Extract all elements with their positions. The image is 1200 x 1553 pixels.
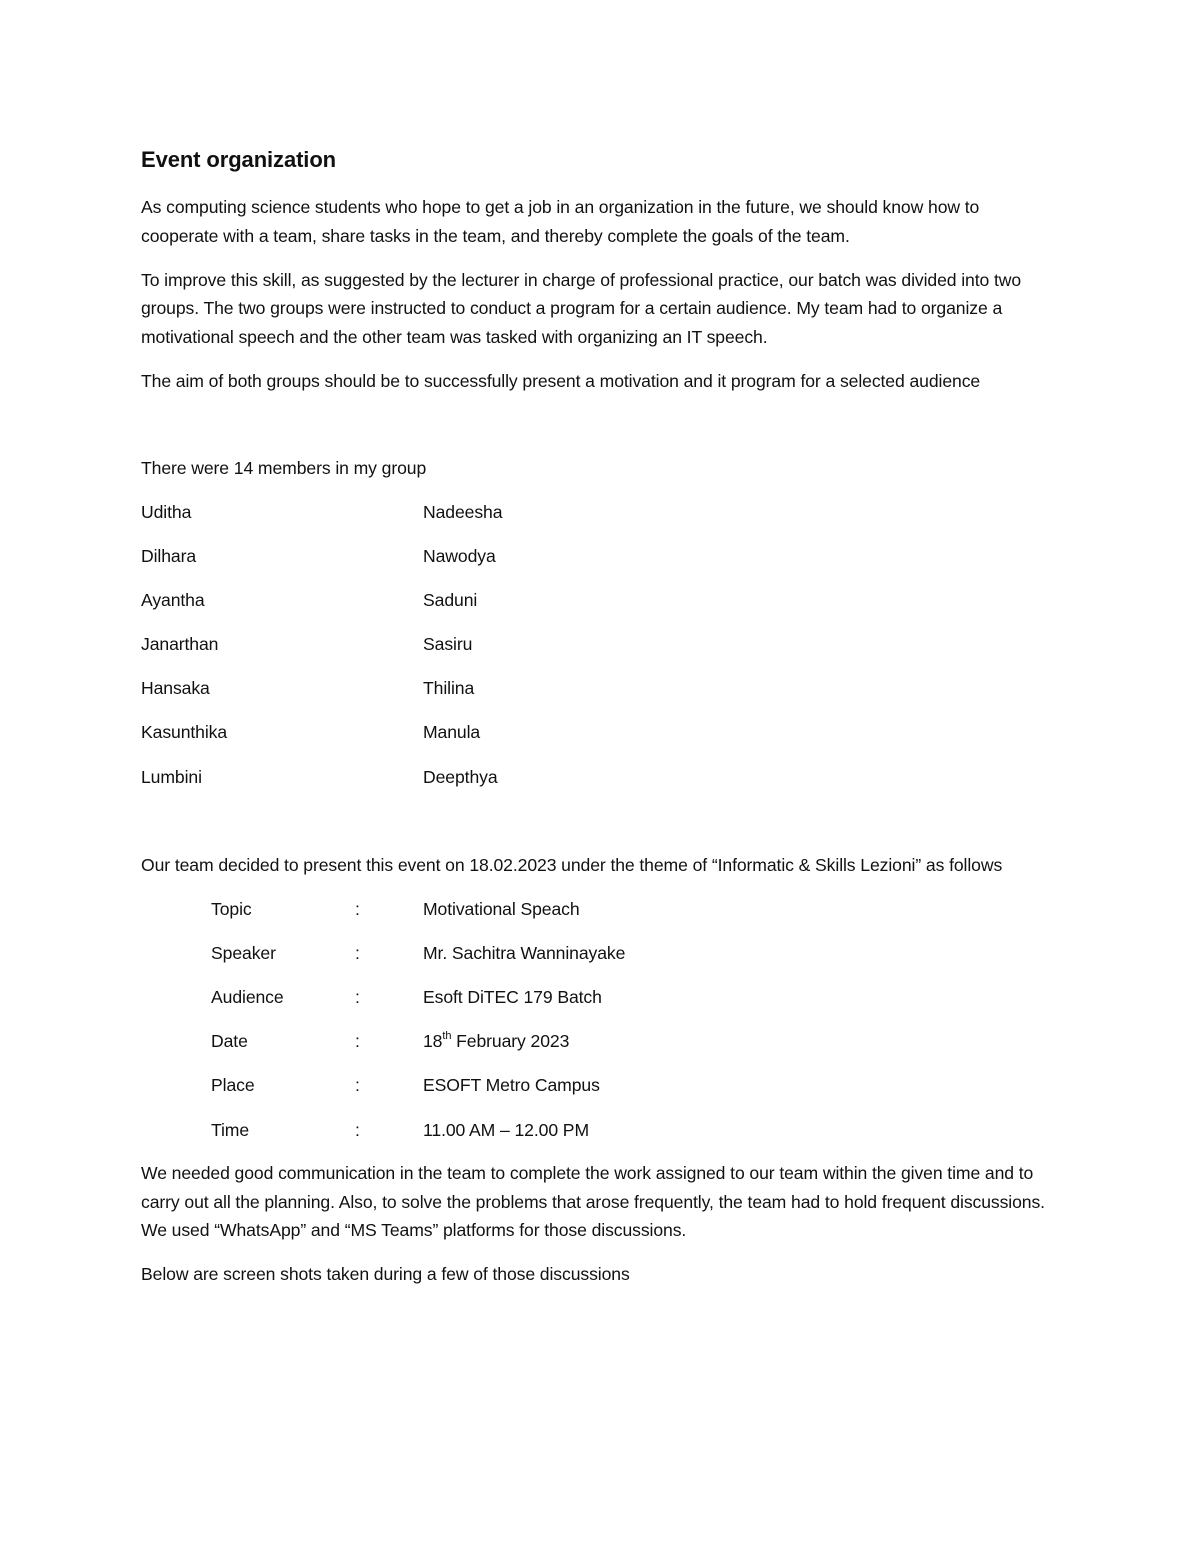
detail-row-date: [141, 1027, 1061, 1056]
member-name: Manula: [423, 722, 481, 743]
date-ordinal-suffix: th: [442, 1030, 452, 1043]
member-name: Lumbini: [141, 766, 202, 787]
member-name: Janarthan: [141, 634, 219, 655]
detail-colon: :: [355, 1075, 360, 1096]
detail-row-time: [141, 1116, 1061, 1145]
detail-colon: :: [355, 987, 360, 1008]
detail-label: Place: [211, 1075, 255, 1096]
members-list: [141, 498, 1061, 791]
intro-paragraph-1: As computing science students who hope to get a job in an organization in the future, we should know how to cooperate with a team, share tasks in the team, and thereby complete the goals of the team.: [141, 197, 980, 246]
member-name: Nadeesha: [423, 502, 503, 522]
member-name: Ayantha: [141, 590, 205, 611]
detail-label: Date: [211, 1031, 248, 1052]
detail-value: Esoft DiTEC 179 Batch: [423, 987, 602, 1008]
members-intro: There were 14 members in my group: [141, 457, 427, 478]
intro-paragraph-3: The aim of both groups should be to successfully present a motivation and it program for a selected audience: [141, 370, 981, 391]
detail-value: ESOFT Metro Campus: [423, 1075, 600, 1096]
member-name: Deepthya: [423, 766, 498, 787]
outro-paragraph-2: Below are screen shots taken during a few of those discussions: [141, 1264, 630, 1285]
member-name: Hansaka: [141, 678, 210, 699]
detail-row-speaker: [141, 939, 1061, 968]
detail-colon: :: [355, 899, 360, 920]
detail-colon: :: [355, 943, 360, 964]
document-title: Event organization: [141, 147, 336, 172]
event-intro-paragraph: Our team decided to present this event on 18.02.2023 under the theme of “Informatic & Skills Lezioni” as follows: [141, 855, 1003, 876]
detail-colon: :: [355, 1031, 360, 1052]
detail-row-audience: [141, 983, 1061, 1012]
detail-label: Topic: [211, 899, 252, 920]
detail-value-date: [423, 1027, 1061, 1056]
detail-value: 11.00 AM – 12.00 PM: [423, 1119, 589, 1140]
member-name: Kasunthika: [141, 722, 228, 743]
blank-line: [141, 791, 1061, 851]
member-name: Thilina: [423, 678, 475, 699]
member-name: Saduni: [423, 590, 478, 611]
detail-label: Audience: [211, 987, 284, 1008]
detail-row-topic: [141, 895, 1061, 924]
document-body: [141, 144, 1061, 1304]
blank-line: [141, 411, 1061, 454]
date-day: 18: [423, 1031, 443, 1052]
detail-row-place: [141, 1071, 1061, 1100]
outro-paragraph-1: We needed good communication in the team to complete the work assigned to our team within the given time and to carry out all the planning. Also, to solve the problems that arose frequently, the team had to hold frequent discussions. We used “WhatsApp” and “MS Teams” platforms for those discussions.: [141, 1163, 1045, 1241]
detail-label: Time: [211, 1119, 250, 1140]
event-details: [141, 895, 1061, 1144]
member-name: Sasiru: [423, 634, 473, 655]
member-name: Nawodya: [423, 546, 496, 567]
intro-paragraph-2: To improve this skill, as suggested by the lecturer in charge of professional practice, our batch was divided into two groups. The two groups were instructed to conduct a program for a certain audience. My team had to organize a motivational speech and the other team was tasked with organizing an IT speech.: [141, 269, 1022, 347]
member-name: Dilhara: [141, 546, 197, 567]
detail-label: Speaker: [211, 943, 276, 964]
member-name: Uditha: [141, 502, 192, 522]
detail-colon: :: [355, 1119, 360, 1140]
detail-value: Motivational Speach: [423, 899, 580, 920]
detail-value: Mr. Sachitra Wanninayake: [423, 943, 626, 964]
date-month-year: February 2023: [451, 1031, 570, 1052]
